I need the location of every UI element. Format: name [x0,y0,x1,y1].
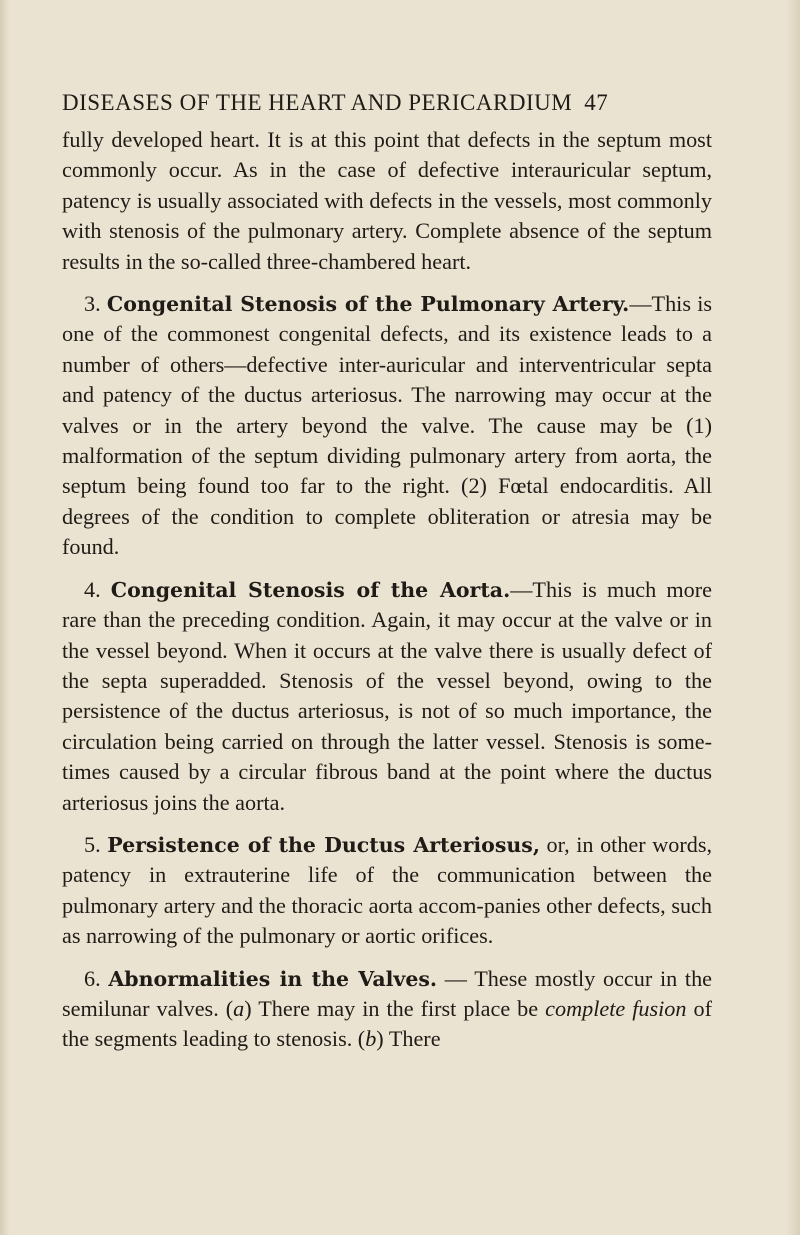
paragraph-text: —This is much more rare than the preceding condition. Again, it may occur at the valve or in the vessel beyond. When it occurs at the valve there is usually defect of the septa superadded. Stenosis of the vessel beyond, owing to the persistence of the ductus arteriosus, is not of so much importance, the circulation being carried on through the latter vessel. Stenosis is some-times caused by a circular fibrous band at the point where the ductus arteriosus joins the aorta. [62,576,712,815]
paragraph-text: fully developed heart. It is at this point that defects in the septum most commonly occur. As in the case of defective interauricular septum, patency is usually associated with defects in the vessels, most commonly with stenosis of the pulmonary artery. Complete absence of the septum results in the so-called three-chambered heart. [62,127,712,274]
page-edge-left [0,0,10,1235]
running-head [62,90,692,116]
section-heading: Persistence of the Ductus Arteriosus, [107,832,540,857]
page-edge-right [786,0,800,1235]
paragraph-continued [62,125,712,277]
paragraph-text: —This is one of the commonest congenital defects, and its existence leads to a number of others—defective inter-auricular and interventricular septa and patency of the ductus arteriosus. The narrowing may occur at the valves or in the artery beyond the valve. The cause may be (1) malformation of the septum dividing pulmonary artery from aorta, the septum being found too far to the right. (2) Fœtal endocarditis. All degrees of the condition to complete obliteration or atresia may be found. [62,291,713,560]
paragraph-aortic-stenosis [62,575,712,818]
paragraph-text: ) There may in the first place be [244,995,546,1021]
section-number: 3. [84,291,101,317]
section-heading: Congenital Stenosis of the Aorta. [110,577,511,602]
paragraph-text: ) There [376,1026,441,1052]
section-number: 6. [84,965,101,991]
paragraph-ductus-arteriosus [62,830,712,952]
section-number: 4. [84,576,101,602]
running-head-title: DISEASES OF THE HEART AND PERICARDIUM [62,90,573,115]
section-heading: Abnormalities in the Valves. [108,966,438,991]
section-number: 5. [84,831,101,857]
paragraph-text: or, in other words, patency in extrauterine life of the communication between the pulmonary artery and the thoracic aorta accom-panies other defects, such as narrowing of the pulmonary or aortic orifices. [62,831,713,949]
list-label-b: b [365,1026,377,1052]
paragraph-pulmonary-stenosis [62,289,712,563]
list-label-a: a [233,995,245,1021]
paragraph-valve-abnormalities [62,964,712,1055]
body-text [62,125,712,1055]
paragraph-text: — These mostly occur in the semilunar valves. ( [62,965,713,1021]
section-heading: Congenital Stenosis of the Pulmonary Artery. [106,292,630,317]
page-number: 47 [584,90,609,115]
emphasis-text: complete fusion [545,995,687,1021]
paragraph-text: of the segments leading to stenosis. ( [62,995,712,1052]
